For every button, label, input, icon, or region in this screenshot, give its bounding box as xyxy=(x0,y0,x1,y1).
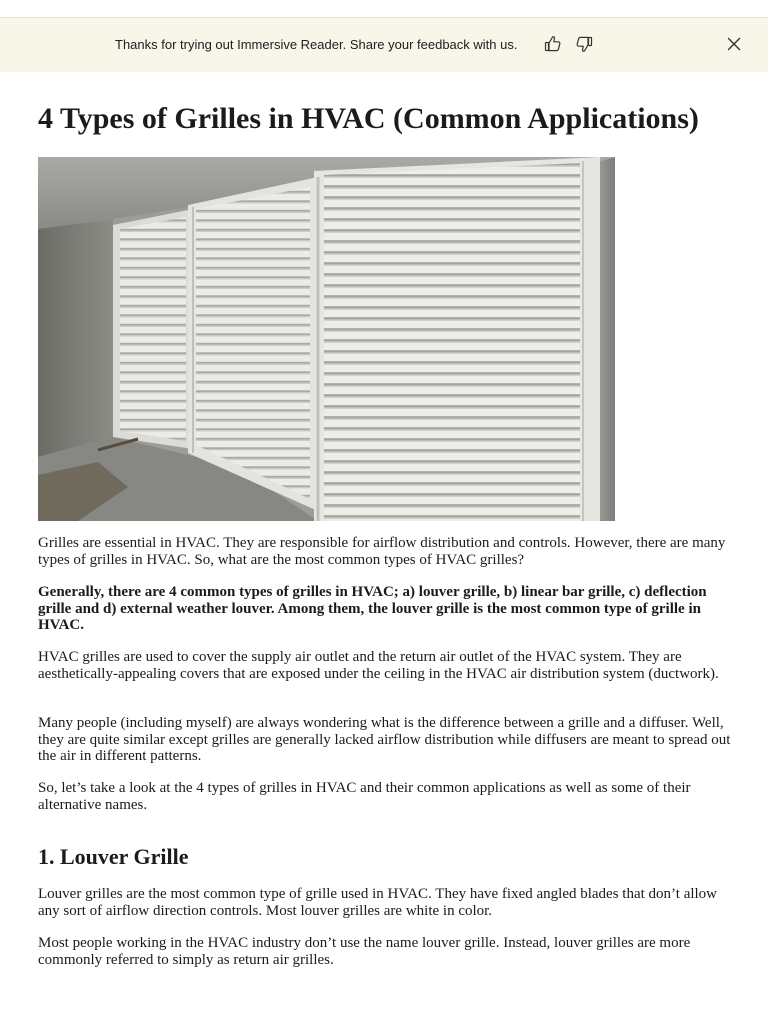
top-strip xyxy=(0,0,768,18)
article-paragraph: Many people (including myself) are always wondering what is the difference between a grille and a diffuser. Well, they are quite similar except grilles are generally lacked airflow distribution while diffusers are meant to spread out the air in different patterns. xyxy=(38,715,731,764)
article-paragraph: So, let’s take a look at the 4 types of grilles in HVAC and their common applications as well as some of their alternative names. xyxy=(38,780,691,813)
thumbs-down-button[interactable] xyxy=(573,33,595,55)
thumbs-up-button[interactable] xyxy=(542,33,564,55)
section-heading: 1. Louver Grille xyxy=(38,844,189,869)
article-paragraph: Grilles are essential in HVAC. They are responsible for airflow distribution and controls. However, there are many types of grilles in HVAC. So, what are the most common types of HVAC grilles? xyxy=(38,535,726,568)
article-summary-paragraph: Generally, there are 4 common types of grilles in HVAC; a) louver grille, b) linear bar grille, c) deflection grille and d) external weather louver. Among them, the louver grille is the most common type of grille in HVAC. xyxy=(38,584,707,633)
close-icon xyxy=(723,33,745,55)
hero-image xyxy=(38,157,615,521)
feedback-message: Thanks for trying out Immersive Reader. Share your feedback with us. xyxy=(115,37,518,52)
thumbs-down-icon xyxy=(573,33,595,55)
close-feedback-button[interactable] xyxy=(723,33,745,55)
article-paragraph: HVAC grilles are used to cover the supply air outlet and the return air outlet of the HVAC system. They are aesthetically-appealing covers that are exposed under the ceiling in the HVAC air distribution system (ductwork). xyxy=(38,649,719,682)
feedback-bar xyxy=(0,18,768,72)
section-paragraph: Louver grilles are the most common type of grille used in HVAC. They have fixed angled blades that don’t allow any sort of airflow direction controls. Most louver grilles are white in color. xyxy=(38,886,718,919)
section-paragraph: Most people working in the HVAC industry don’t use the name louver grille. Instead, louver grilles are more commonly referred to simply as return air grilles. xyxy=(38,935,691,968)
thumbs-up-icon xyxy=(542,33,564,55)
article-title: 4 Types of Grilles in HVAC (Common Applications) xyxy=(38,102,699,135)
